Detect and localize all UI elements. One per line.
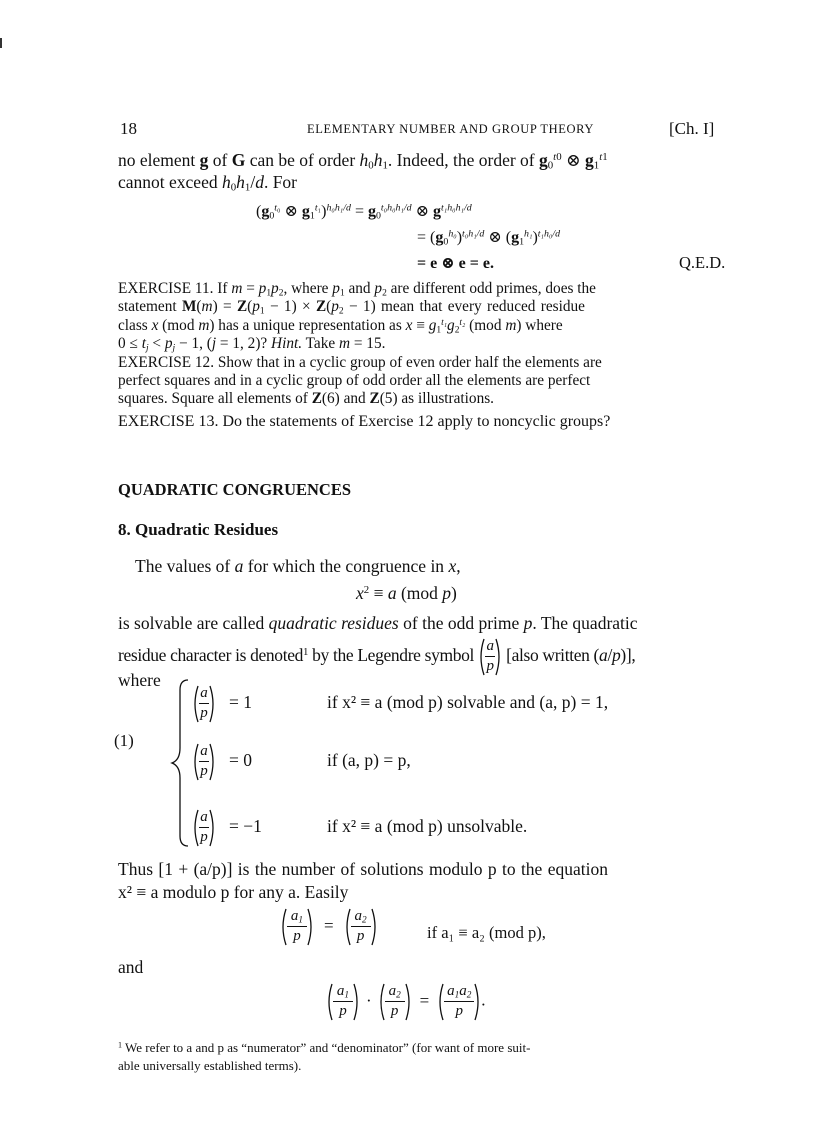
body-line-6: x² ≡ a modulo p for any a. Easily	[118, 882, 349, 902]
equation-row-1: ($g_0^{t_0}$ ⊗ $g_1^{t_1})^{h_0h_1/d} = g_0^{t_0h_0h_1/d}$ ⊗ $g^{t_1h_0h_1/d}$	[256, 202, 472, 222]
scan-edge-mark	[0, 38, 2, 48]
exercise-12-line-3: squares. Square all elements of Z(6) and Z(5) as illustrations.	[118, 390, 494, 407]
exercise-11-line-3: class x (mod m) has a unique representation as $x \equiv g_1^{t_1}g_2^{t_2}$ (mod m) where	[118, 317, 563, 336]
exercise-11-line-4: $0 \le t_j < p_j - 1$, (j = 1, 2)? Hint. Take m = 15.	[118, 335, 386, 354]
body-line-5: Thus [1 + (a/p)] is the number of solutions modulo p to the equation	[118, 859, 608, 879]
case-3	[192, 808, 216, 848]
exercise-12-line-1: EXERCISE 12. Show that in a cyclic group of even order half the elements are	[118, 354, 602, 371]
body-line-1: The values of a for which the congruence in x,	[135, 556, 461, 576]
legendre-symbol: $\frac{a_1}{p}$	[326, 982, 360, 1022]
body-line-3: residue character is denoted$^1$ by the Legendre symbol $\frac{a}{p}$ [also written (a/p)],	[118, 637, 635, 677]
body-line-4: where	[118, 670, 161, 690]
running-head: ELEMENTARY NUMBER AND GROUP THEORY	[307, 122, 595, 136]
multiplicative-eq-1-condition: if a₁ ≡ a₂ (mod p),	[427, 923, 546, 942]
congruence-display: $x^2 \equiv a$ (mod p)	[356, 583, 457, 603]
legendre-symbol: $\frac{a}{p}$	[478, 637, 502, 677]
multiplicative-eq-2: $\frac{a_1}{p}$ · $\frac{a_2}{p}$ = $\frac{a_1a_2}{p}$ .	[326, 982, 486, 1022]
exercise-13: EXERCISE 13. Do the statements of Exercise 12 apply to noncyclic groups?	[118, 413, 611, 430]
equation-label: (1)	[114, 731, 134, 750]
legendre-symbol: $\frac{a_2}{p}$	[344, 907, 378, 947]
page-number: 18	[120, 119, 137, 138]
intro-line-1: no element g of G can be of order $h_0h_1$. Indeed, the order of $g_0^{t0}$ ⊗ $g_1^{t1}$	[118, 150, 608, 172]
exercise-11-line-2: statement $M(m) = Z(p_1 - 1) \times Z(p_2 - 1)$ mean that every reduced residue	[118, 298, 585, 317]
multiplicative-eq-1: $\frac{a_1}{p}$ = $\frac{a_2}{p}$	[280, 907, 378, 947]
exercise-11-line-1: EXERCISE 11. If $m = p_1p_2$, where $p_1$ and $p_2$ are different odd primes, does the	[118, 280, 596, 299]
intro-line-2: cannot exceed $h_0h_1/d$. For	[118, 172, 297, 194]
chapter-label: [Ch. I]	[669, 119, 715, 138]
equation-row-3: = e ⊗ e = e.	[417, 255, 494, 272]
legendre-symbol: $\frac{a}{p}$	[192, 684, 216, 724]
case-3-value: = −1	[229, 816, 262, 836]
legendre-symbol: $\frac{a_1a_2}{p}$	[437, 982, 481, 1022]
legendre-symbol: $\frac{a}{p}$	[192, 808, 216, 848]
equation-row-2: = $(g_0^{h_0})^{t_0h_1/d}$ ⊗ $(g_1^{h_1})^{t_1h_0/d}$	[417, 228, 561, 248]
case-1-condition: if x² ≡ a (mod p) solvable and (a, p) = 1,	[327, 692, 609, 712]
cases-brace	[170, 678, 192, 848]
case-2-value: = 0	[229, 750, 252, 770]
case-2	[192, 742, 216, 782]
case-1-value: = 1	[229, 692, 252, 712]
legendre-symbol: $\frac{a_1}{p}$	[280, 907, 314, 947]
case-2-condition: if (a, p) = p,	[327, 750, 411, 770]
case-3-condition: if x² ≡ a (mod p) unsolvable.	[327, 816, 528, 836]
exercise-12-line-2: perfect squares and in a cyclic group of odd order all the elements are perfect	[118, 372, 591, 389]
footnote-line-1: $^1$ We refer to a and p as “numerator” and “denominator” (for want of more suit-	[118, 1040, 531, 1055]
body-line-2: is solvable are called quadratic residues of the odd prime p. The quadratic	[118, 613, 638, 633]
footnote-line-2: able universally established terms).	[118, 1058, 302, 1073]
and-word: and	[118, 957, 144, 977]
legendre-symbol: $\frac{a}{p}$	[192, 742, 216, 782]
case-1	[192, 684, 216, 724]
qed-mark: Q.E.D.	[679, 253, 726, 272]
subsection-heading: 8. Quadratic Residues	[118, 520, 279, 539]
legendre-symbol: $\frac{a_2}{p}$	[378, 982, 412, 1022]
section-heading: QUADRATIC CONGRUENCES	[118, 480, 352, 499]
